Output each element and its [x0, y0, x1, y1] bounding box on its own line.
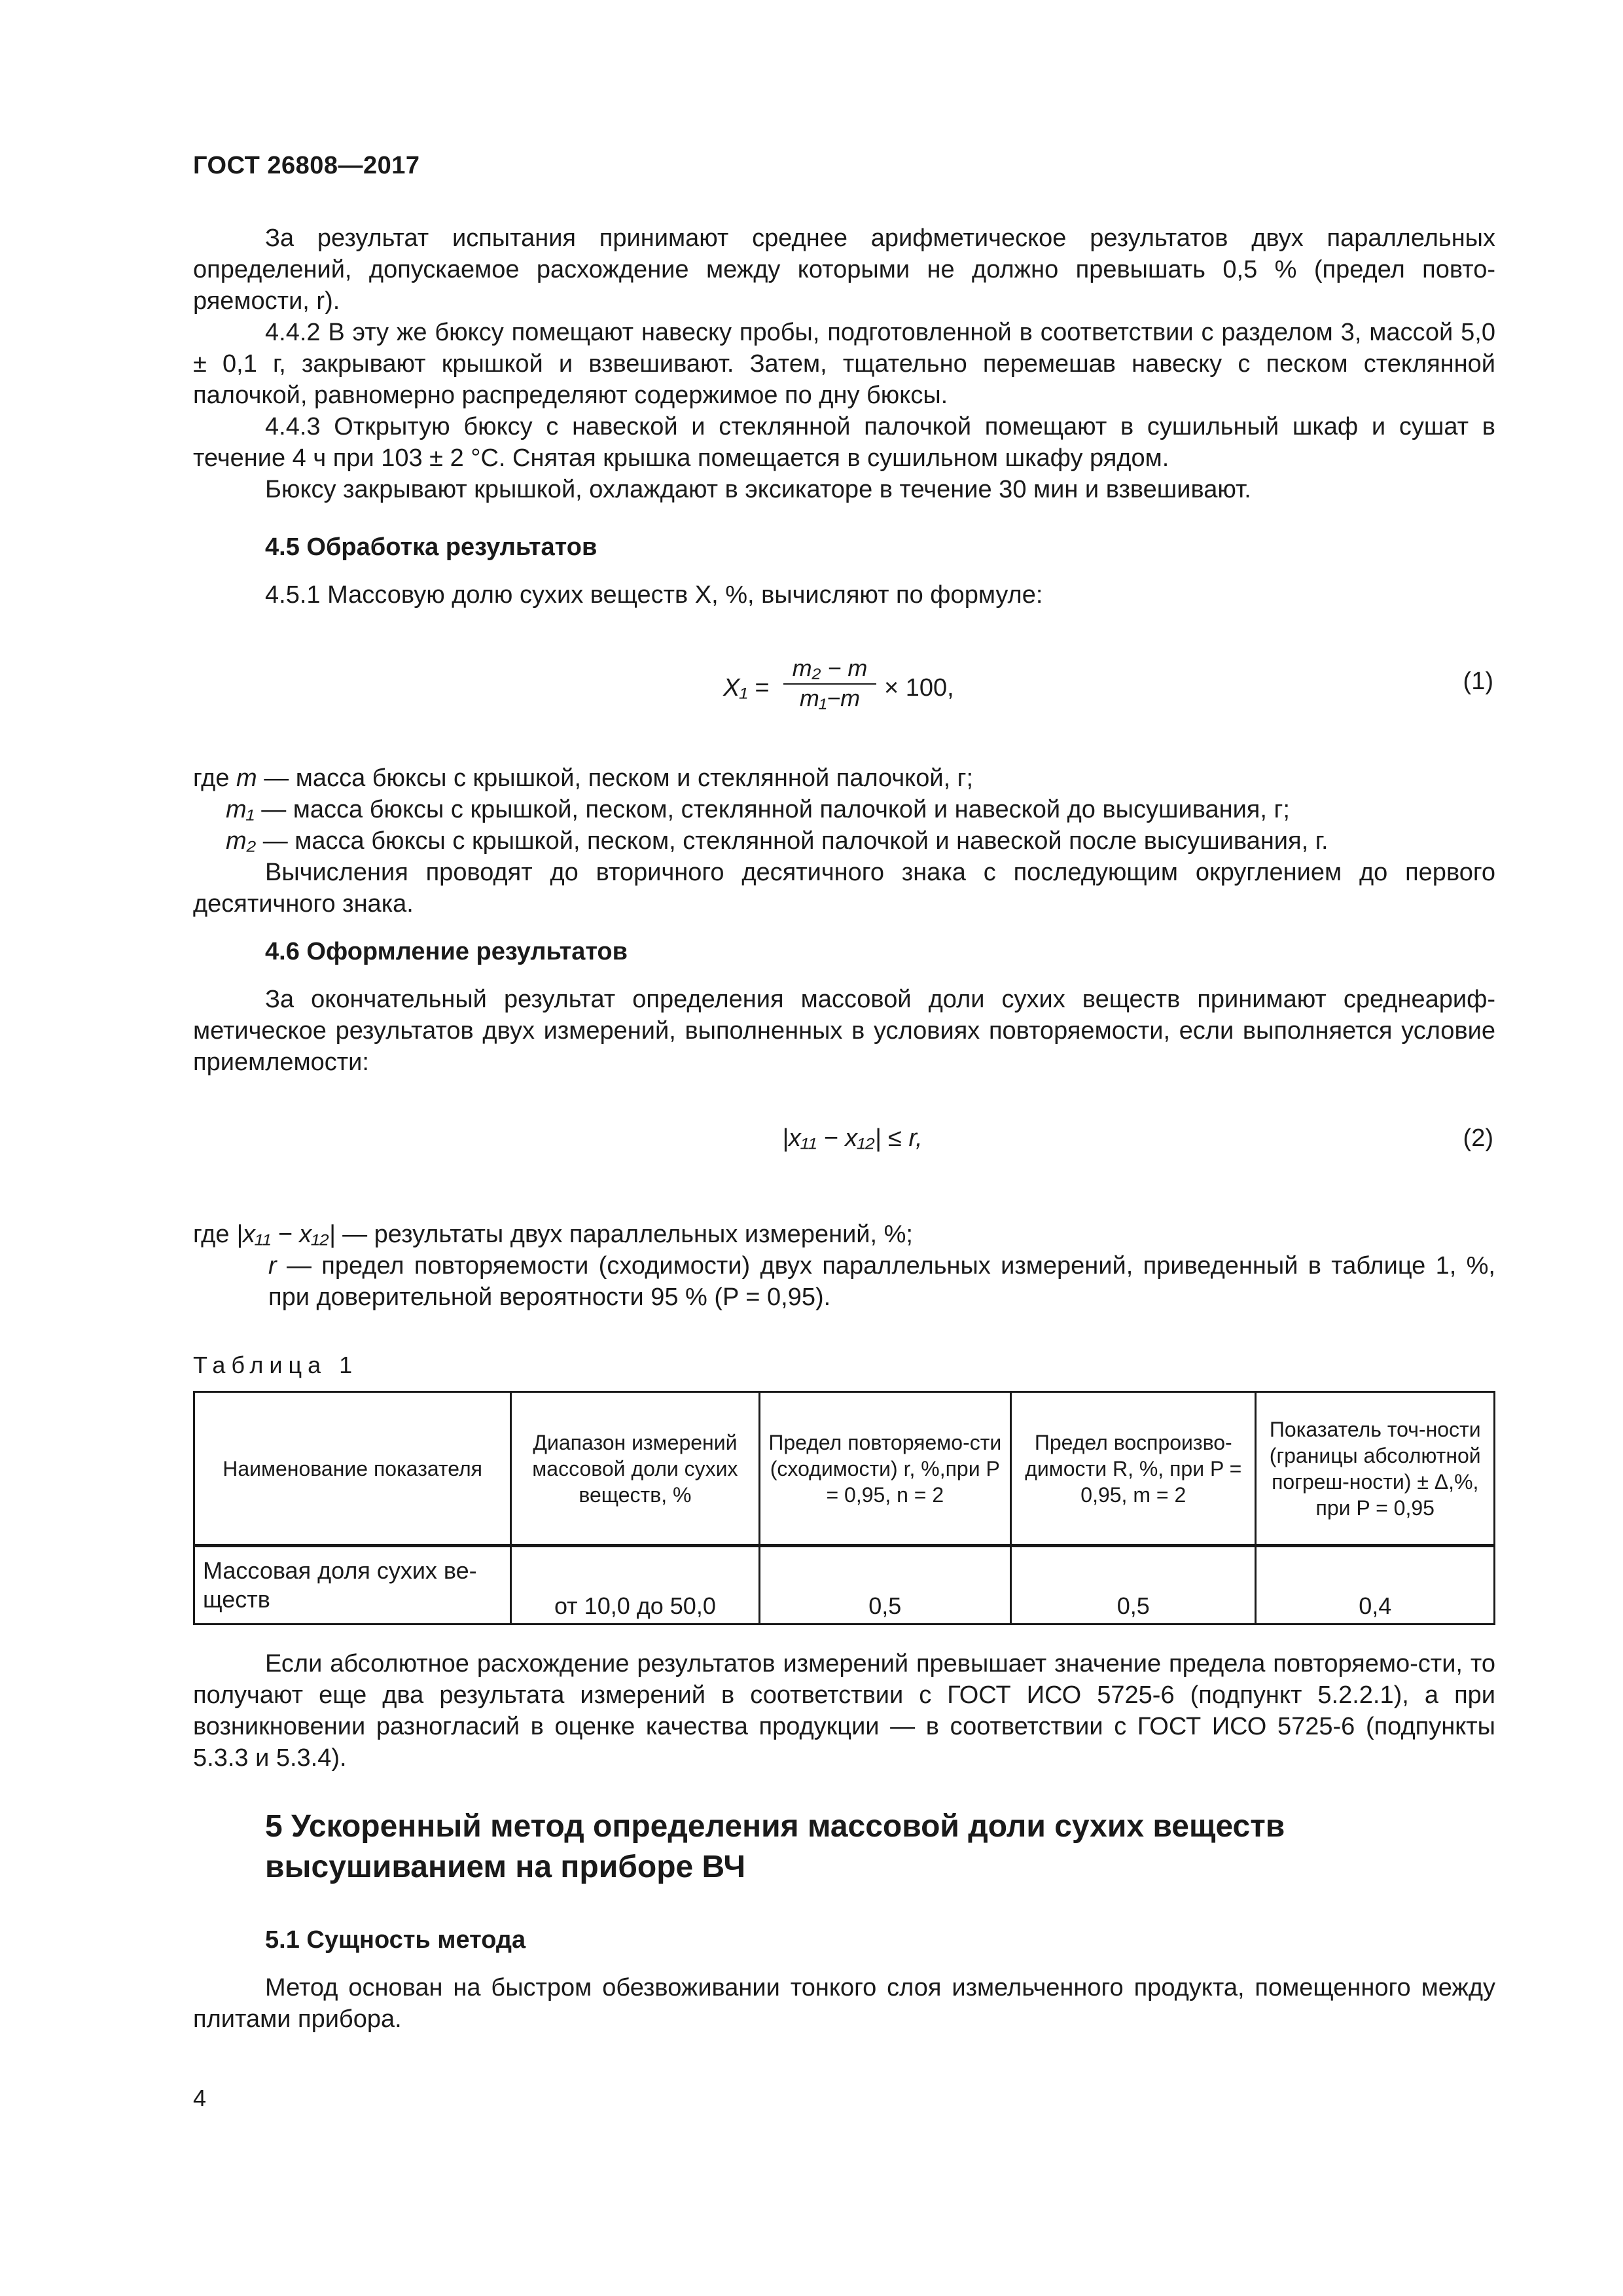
- where-1-row-1: [226, 794, 1290, 825]
- where-description: — масса бюксы с крышкой, песком, стеклянной палочкой и навеской до высушивания, г;: [261, 796, 1290, 823]
- where-symbol: m₁: [226, 796, 255, 823]
- section-4-6-heading: 4.6 Оформление результатов: [265, 938, 628, 965]
- section-5-heading: 5 Ускоренный метод определения массовой доли сухих веществ высушиванием на приборе ВЧ: [265, 1809, 1285, 1884]
- formula-1-denominator: m₁−m: [799, 685, 861, 711]
- table-cell: Массовая доля сухих ве-ществ: [194, 1546, 511, 1624]
- where-description: — масса бюксы с крышкой, песком, стеклянной палочкой и навеской после высушивания, г.: [262, 827, 1329, 855]
- where-1-row-0: [193, 762, 973, 794]
- paragraph-4-4-3: 4.4.3 Открытую бюксу с навеской и стеклянной палочкой помещают в сушильный шкаф и сушат в течение 4 ч при 103 ± 2 °С. Снятая крышка помещается в сушильном шкафу рядом.: [193, 413, 1495, 472]
- formula-1-number: (1): [1463, 668, 1493, 695]
- formula-1-numerator: m₂ − m: [792, 655, 868, 681]
- table-header-row: [194, 1392, 1495, 1546]
- page-number: 4: [193, 2085, 207, 2111]
- where-symbol: m₂: [226, 827, 257, 855]
- table-header-cell: Предел повторяемо-сти (сходимости) r, %,при P = 0,95, n = 2: [759, 1392, 1010, 1546]
- paragraph-4-5-1: 4.5.1 Массовую долю сухих веществ X, %, вычисляют по формуле:: [265, 581, 1043, 609]
- where-symbol: m: [236, 764, 257, 792]
- paragraph-result: За результат испытания принимают среднее арифметическое результатов двух параллельных определений, допускаемое расхождение между которыми не должно превышать 0,5 % (предел повто-ряемости, r).: [193, 224, 1495, 315]
- paragraph-5-1: Метод основан на быстром обезвоживании тонкого слоя измельченного продукта, помещенного между плитами прибора.: [193, 1974, 1495, 2033]
- paragraph-absolute-divergence: Если абсолютное расхождение результатов измерений превышает значение предела повторяемо-сти, то получают еще два результата измерений в соответствии с ГОСТ ИСО 5725-6 (подпункт 5.2.2.1), а при возникновении разногласий в оценке качества продукции — в соответствии с ГОСТ ИСО 5725-6 (подпункты 5.3.3 и 5.3.4).: [193, 1650, 1495, 1772]
- table-header-cell: Предел воспроизво-димости R, %, при P = 0,95, m = 2: [1011, 1392, 1256, 1546]
- paragraph-4-6: За окончательный результат определения массовой доли сухих веществ принимают среднеариф-метическое результатов двух измерений, выполненных в условиях повторяемости, если выполняется условие приемлемости:: [193, 986, 1495, 1076]
- where-prefix: где: [193, 1221, 230, 1248]
- formula-2: |x₁₁ − x₁₂| ≤ r,: [782, 1124, 923, 1152]
- formula-1-multiplier: × 100,: [884, 674, 954, 702]
- table-cell: от 10,0 до 50,0: [511, 1546, 759, 1624]
- where-prefix: где: [193, 764, 230, 792]
- table-header-cell: Показатель точ-ности (границы абсолютной погреш-ности) ± Δ,%, при P = 0,95: [1256, 1392, 1495, 1546]
- where-description: — масса бюксы с крышкой, песком и стеклянной палочкой, г;: [264, 764, 974, 792]
- formula-1-lhs: X₁ =: [723, 674, 770, 702]
- where-description: — результаты двух параллельных измерений, %;: [342, 1221, 913, 1248]
- where-description: — предел повторяемости (сходимости) двух параллельных измерений, приведенный в таблице 1, %, при доверительной вероятности 95 % (P = 0,95).: [268, 1252, 1495, 1311]
- section-4-5-heading: 4.5 Обработка результатов: [265, 533, 597, 561]
- table-caption: Таблица 1: [193, 1352, 359, 1378]
- formula-1-fraction: [781, 655, 879, 713]
- where-symbol: r: [268, 1252, 277, 1280]
- table-cell: 0,5: [759, 1546, 1010, 1624]
- where-2-row-0: [193, 1219, 913, 1250]
- paragraph-4-4-2: 4.4.2 В эту же бюксу помещают навеску пробы, подготовленной в соответствии с разделом 3, массой 5,0 ± 0,1 г, закрывают крышкой и взвешивают. Затем, тщательно перемешав навеску с песком стеклянной палочкой, равномерно распределяют содержимое по дну бюксы.: [193, 319, 1495, 409]
- table-cell: 0,4: [1256, 1546, 1495, 1624]
- section-5-1-heading: 5.1 Сущность метода: [265, 1926, 526, 1954]
- formula-2-number: (2): [1463, 1124, 1493, 1152]
- table-header-cell: Диапазон измерений массовой доли сухих веществ, %: [511, 1392, 759, 1546]
- where-2-row-1: [268, 1250, 1495, 1313]
- table-header-cell: Наименование показателя: [194, 1392, 511, 1546]
- table-cell: 0,5: [1011, 1546, 1256, 1624]
- indicators-table: [193, 1391, 1495, 1625]
- formula-1: [723, 655, 959, 733]
- document-header: ГОСТ 26808—2017: [193, 152, 420, 179]
- paragraph-4-4-3-cont: Бюксу закрывают крышкой, охлаждают в эксикаторе в течение 30 мин и взвешивают.: [265, 476, 1251, 503]
- where-symbol: |x₁₁ − x₁₂|: [236, 1221, 336, 1248]
- where-1-row-2: [226, 825, 1329, 857]
- paragraph-calculation: Вычисления проводят до вторичного десятичного знака с последующим округлением до первого десятичного знака.: [193, 859, 1495, 918]
- table-row: [194, 1546, 1495, 1624]
